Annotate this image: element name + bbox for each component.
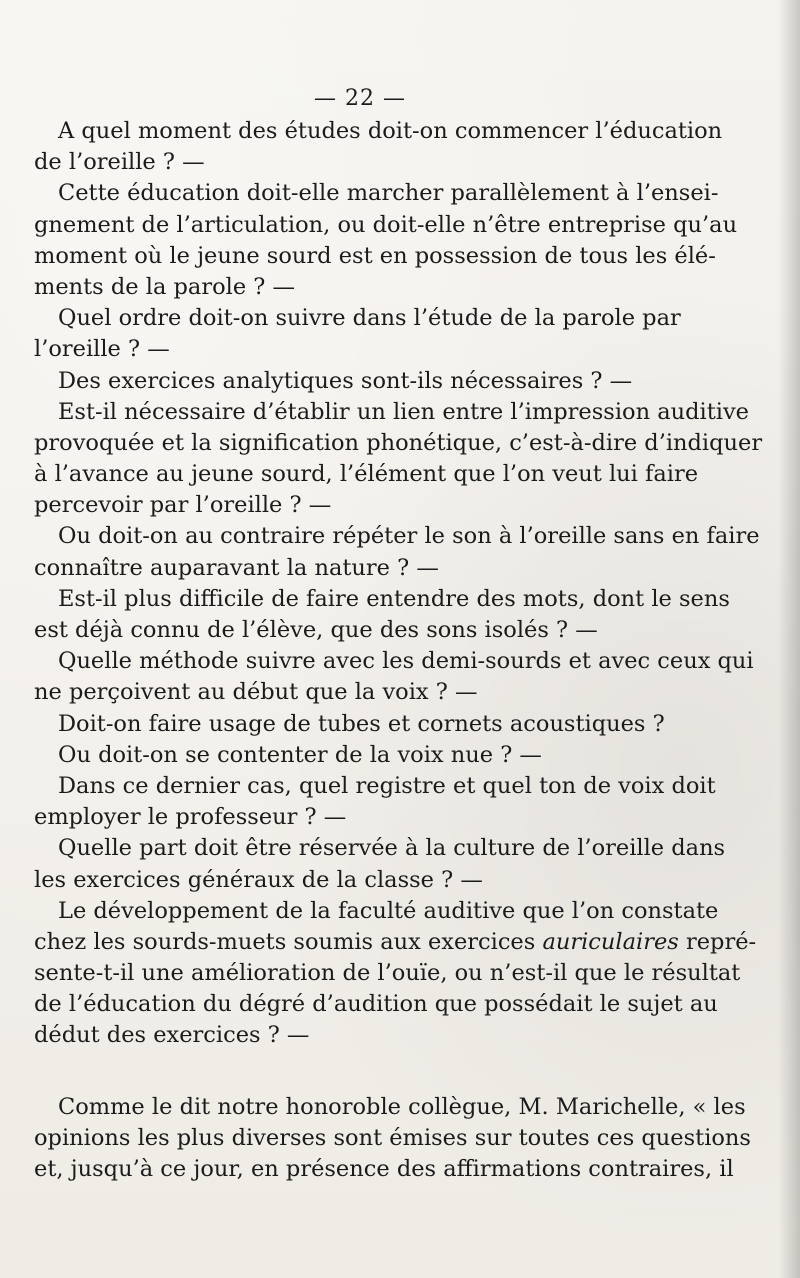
text-line: Cette éducation doit-elle marcher parallèlement à l’ensei- xyxy=(58,180,719,207)
text-line: Quelle méthode suivre avec les demi-sourds et avec ceux qui xyxy=(58,648,754,675)
paragraph-13 xyxy=(34,896,757,1052)
paragraph-7 xyxy=(34,584,730,646)
paragraph-14 xyxy=(34,1092,751,1186)
text-line: A quel moment des études doit-on commencer l’éducation xyxy=(58,118,723,144)
paragraph-9 xyxy=(34,709,674,740)
text-line: connaître auparavant la nature ? — xyxy=(34,554,439,581)
page-number: — 22 — xyxy=(314,86,406,111)
italic-word: auriculaires xyxy=(542,928,679,955)
text-line: Comme le dit notre honoroble collègue, M. Marichelle, « les xyxy=(58,1093,746,1120)
text-line: opinions les plus diverses sont émises sur toutes ces questions xyxy=(34,1124,751,1151)
text-line: provoquée et la signification phonétique, c’est-à-dire d’indiquer xyxy=(34,429,763,456)
text-line: Ou doit-on au contraire répéter le son à l’oreille sans en faire xyxy=(58,523,760,550)
text-line: Quel ordre doit-on suivre dans l’étude de la parole par xyxy=(58,305,681,332)
text-line: et, jusqu’à ce jour, en présence des affirmations contraires, il xyxy=(34,1156,734,1182)
text-line: chez les sourds-muets soumis aux exercices auriculaires repré- xyxy=(34,928,757,955)
text-line: Doit-on faire usage de tubes et cornets acoustiques ? xyxy=(58,710,665,737)
text-line: ne perçoivent au début que la voix ? — xyxy=(34,679,478,706)
paragraph-2 xyxy=(34,178,738,303)
paragraph-5 xyxy=(34,397,763,522)
text-line: l’oreille ? — xyxy=(34,336,170,363)
text-line: de l’oreille ? — xyxy=(34,149,205,176)
paragraph-4 xyxy=(34,366,674,397)
text-line: Quelle part doit être réservée à la culture de l’oreille dans xyxy=(58,835,726,862)
text-line: de l’éducation du dégré d’audition que possédait le sujet au xyxy=(34,991,718,1018)
page-edge-shadow xyxy=(778,0,800,1278)
text-line: à l’avance au jeune sourd, l’élément que l’on veut lui faire xyxy=(34,461,699,488)
paragraph-11 xyxy=(34,771,716,833)
text-line: ments de la parole ? — xyxy=(34,273,296,300)
text-line: Ou doit-on se contenter de la voix nue ? — xyxy=(58,741,542,768)
text-line: Est-il plus difficile de faire entendre des mots, dont le sens xyxy=(58,585,730,612)
paragraph-3 xyxy=(34,303,681,365)
text-line: sente-t-il une amélioration de l’ouïe, ou n’est-il que le résultat xyxy=(34,960,741,987)
text-line: dédut des exercices ? — xyxy=(34,1022,310,1049)
text-line: Le développement de la faculté auditive que l’on constate xyxy=(58,897,719,924)
paragraph-10 xyxy=(34,740,674,771)
text-line: Des exercices analytiques sont-ils nécessaires ? — xyxy=(58,367,633,394)
text-line: les exercices généraux de la classe ? — xyxy=(34,866,483,893)
text-line: moment où le jeune sourd est en possession de tous les élé- xyxy=(34,242,716,269)
paragraph-8 xyxy=(34,646,754,708)
paragraph-6 xyxy=(34,521,760,583)
text-line: percevoir par l’oreille ? — xyxy=(34,492,332,519)
text-line: Est-il nécessaire d’établir un lien entre l’impression auditive xyxy=(58,398,749,425)
text-line: est déjà connu de l’élève, que des sons isolés ? — xyxy=(34,617,598,643)
text-line: gnement de l’articulation, ou doit-elle n’être entreprise qu’au xyxy=(34,211,738,238)
text-line: employer le professeur ? — xyxy=(34,804,347,831)
page-text xyxy=(34,116,763,1185)
paragraph-12 xyxy=(34,833,726,895)
paragraph-gap xyxy=(34,1052,674,1092)
paragraph-1 xyxy=(34,116,723,178)
text-line: Dans ce dernier cas, quel registre et quel ton de voix doit xyxy=(58,772,716,799)
